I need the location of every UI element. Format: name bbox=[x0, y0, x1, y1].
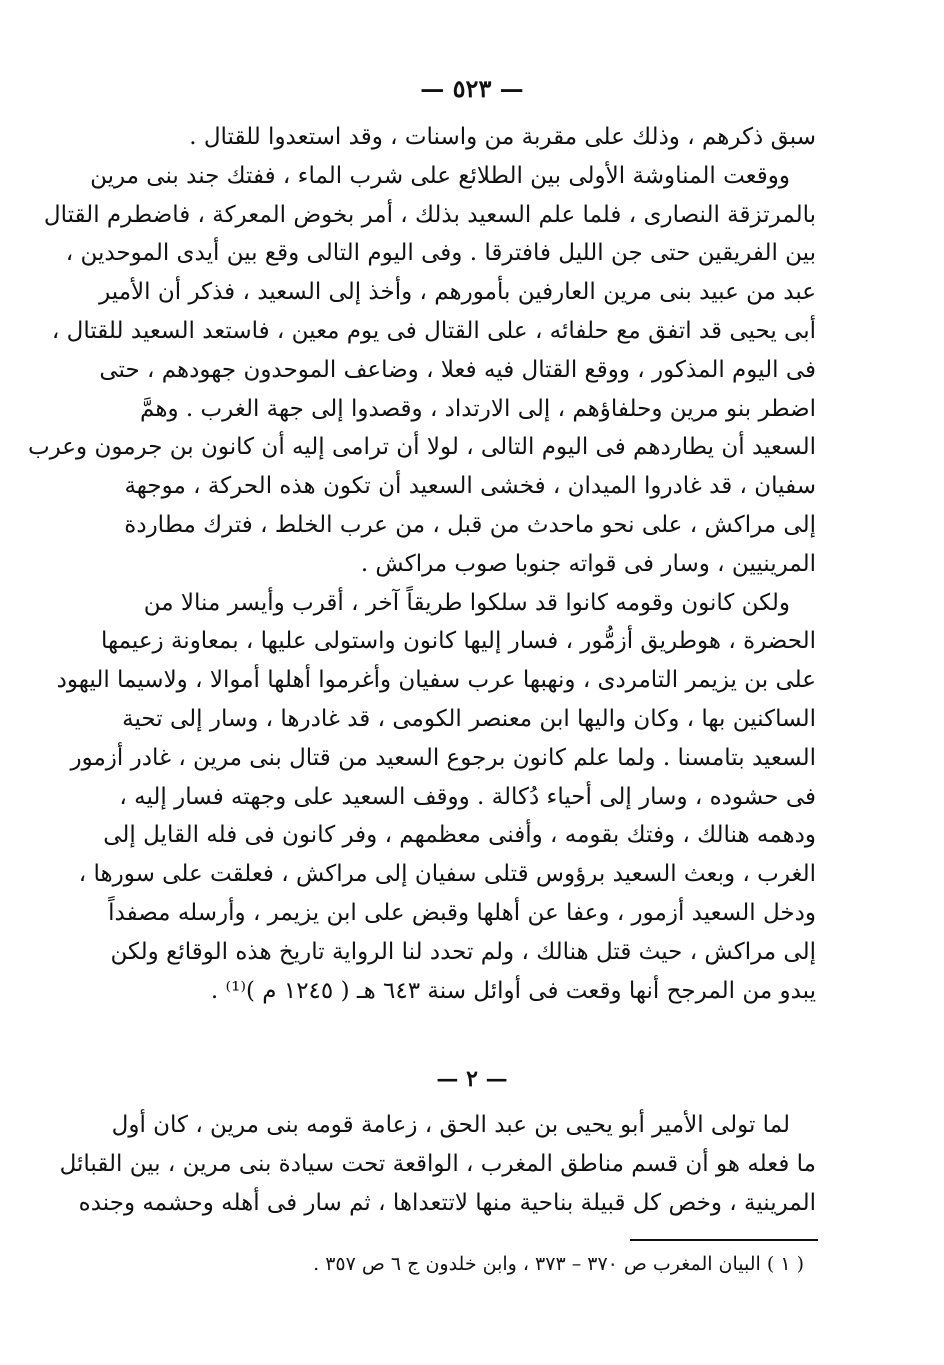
section-number: — ٢ — bbox=[436, 1066, 508, 1092]
text-line: إلى مراكش ، على نحو ماحدث من قبل ، من عرب الخلط ، فترك مطاردة bbox=[124, 511, 816, 538]
text-line: الساكنين بها ، وكان واليها ابن معنصر الكومى ، قد غادرها ، وسار إلى تحية bbox=[122, 705, 816, 732]
text-line: اضطر بنو مرين وحلفاؤهم ، إلى الارتداد ، وقصدوا إلى جهة الغرب . وهمَّ bbox=[140, 395, 816, 422]
text-line: ووقعت المناوشة الأولى بين الطلائع على شرب الماء ، ففتك جند بنى مرين bbox=[90, 162, 790, 189]
footnote: ( ١ ) البيان المغرب ص ٣٧٠ – ٣٧٣ ، وابن خلدون ج ٦ ص ٣٥٧ . bbox=[313, 1253, 804, 1275]
text-line: المرينيين ، وسار فى قواته جنوبا صوب مراكش . bbox=[360, 550, 816, 577]
paragraph bbox=[56, 584, 816, 1011]
text-line: ولكن كانون وقومه كانوا قد سلكوا طريقاً آخر ، أقرب وأيسر منالا من bbox=[143, 589, 790, 616]
text-line: سفيان ، قد غادروا الميدان ، فخشى السعيد أن تكون هذه الحركة ، موجهة bbox=[124, 473, 816, 500]
text-line: فى حشوده ، وسار إلى أحياء دُكالة . ووقف السعيد على وجهته فسار إليه ، bbox=[119, 783, 816, 810]
text-line: السعيد أن يطاردهم فى اليوم التالى ، لولا أن ترامى إليه أن كانون بن جرمون وعرب bbox=[27, 434, 816, 461]
text-line: ودهمه هنالك ، وفتك بقومه ، وأفنى معظمهم ، وفر كانون فى فله القايل إلى bbox=[103, 822, 816, 849]
paragraph bbox=[27, 157, 816, 584]
text-line: السعيد بتامسنا . ولما علم كانون برجوع السعيد من قتال بنى مرين ، غادر أزمور bbox=[70, 744, 816, 771]
page-number: — ٥٢٣ — bbox=[420, 74, 524, 103]
main-text bbox=[27, 118, 816, 1010]
text-line: ما فعله هو أن قسم مناطق المغرب ، الواقعة تحت سيادة بنى مرين ، بين القبائل bbox=[59, 1150, 816, 1177]
footnote-divider bbox=[630, 1239, 818, 1241]
text-line: المرينية ، وخص كل قبيلة بناحية منها لاتتعداها ، ثم سار فى أهله وحشمه وجنده bbox=[78, 1189, 816, 1216]
text-line: إلى مراكش ، حيث قتل هنالك ، ولم تحدد لنا الرواية تاريخ هذه الوقائع ولكن bbox=[110, 938, 816, 965]
paragraph bbox=[59, 1106, 816, 1222]
text-line: لما تولى الأمير أبو يحيى بن عبد الحق ، زعامة قومه بنى مرين ، كان أول bbox=[111, 1112, 790, 1138]
text-line: سبق ذكرهم ، وذلك على مقربة من واسنات ، وقد استعدوا للقتال . bbox=[189, 124, 816, 150]
text-line: عبد من عبيد بنى مرين العارفين بأمورهم ، وأخذ إلى السعيد ، فذكر أن الأمير bbox=[99, 279, 816, 306]
paragraph bbox=[130, 118, 816, 157]
text-line: بالمرتزقة النصارى ، فلما علم السعيد بذلك ، أمر بخوض المعركة ، فاضطرم القتال bbox=[43, 201, 816, 228]
text-line: الحضرة ، هوطريق أزمُّور ، فسار إليها كانون واستولى عليها ، بمعاونة زعيمها bbox=[100, 628, 816, 655]
text-line: ودخل السعيد أزمور ، وعفا عن أهلها وقبض على ابن يزيمر ، وأرسله مصفداً bbox=[108, 899, 816, 926]
text-line: بين الفريقين حتى جن الليل فافترقا . وفى اليوم التالى وقع بين أيدى الموحدين ، bbox=[65, 240, 816, 267]
text-line: الغرب ، وبعث السعيد برؤوس قتلى سفيان إلى مراكش ، فعلقت على سورها ، bbox=[78, 861, 816, 888]
text-line: أبى يحيى قد اتفق مع حلفائه ، على القتال فى يوم معين ، فاستعد السعيد للقتال ، bbox=[51, 317, 816, 344]
text-line: يبدو من المرجح أنها وقعت فى أوائل سنة ٦٤٣ هـ ( ١٢٤٥ م )⁽¹⁾ . bbox=[210, 977, 816, 1004]
text-line: على بن يزيمر التامردى ، ونهبها عرب سفيان وأغرموا أهلها أموالا ، ولاسيما اليهود bbox=[56, 667, 816, 694]
text-line: فى اليوم المذكور ، ووقع القتال فيه فعلا ، وضاعف الموحدون جهودهم ، حتى bbox=[99, 356, 816, 383]
section-text bbox=[59, 1106, 816, 1222]
